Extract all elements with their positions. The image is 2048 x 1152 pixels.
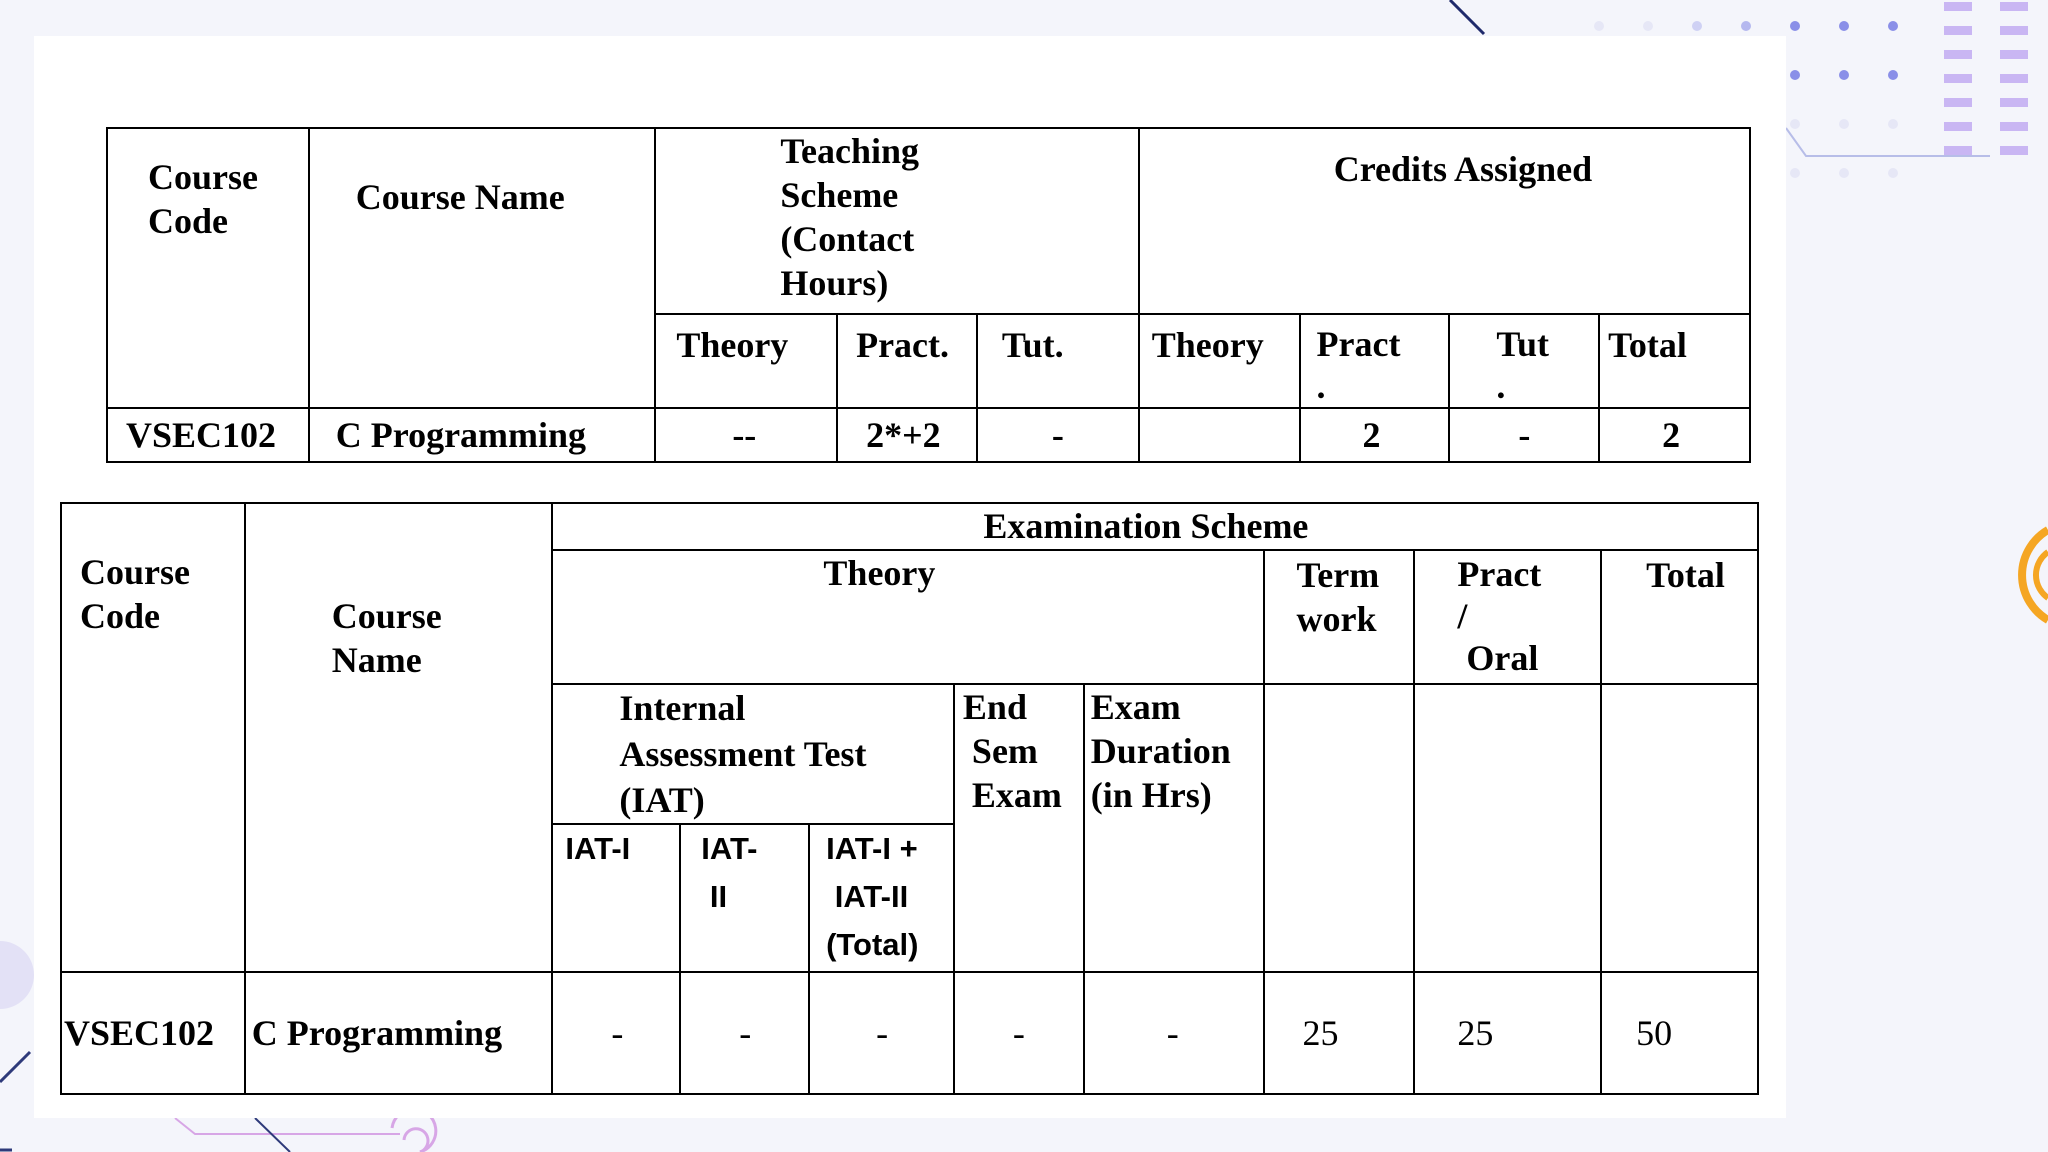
cell-ts-pract-text: 2*+2 [866, 415, 941, 455]
examination-scheme-table [60, 502, 1759, 1095]
cell-ts-tut-text: - [1051, 415, 1064, 455]
cell-exam-duration-text: - [1166, 1013, 1179, 1053]
cell-ca-theory [1139, 408, 1300, 462]
table-row [107, 408, 1750, 462]
cell-term-work [1264, 972, 1415, 1094]
cell-ca-pract [1300, 408, 1450, 462]
cell-ca-tut [1449, 408, 1599, 462]
cell-ts-tut [977, 408, 1139, 462]
header-course-code-text: Course Code [148, 157, 258, 241]
header-credits-assigned-text: Credits Assigned [1333, 149, 1593, 189]
cell-ca-tut-text: - [1518, 415, 1531, 455]
header-iat [552, 684, 954, 824]
header-theory-text: Theory [823, 553, 936, 593]
header-examination-scheme-text: Examination Scheme [983, 506, 1309, 546]
header-total [1601, 550, 1758, 684]
cell-code [61, 972, 245, 1094]
cell-iat-total-text: - [876, 1013, 889, 1053]
cell-name [309, 408, 656, 462]
header-ca-pract [1300, 314, 1450, 408]
header-teaching-scheme [655, 128, 1138, 314]
header-theory [552, 550, 1263, 684]
header-ca-theory [1139, 314, 1300, 408]
empty-cell [1601, 684, 1758, 972]
header-iat-2-text: IAT- II [701, 831, 758, 914]
header-ts-tut [977, 314, 1139, 408]
cell-name-text: C Programming [251, 1013, 503, 1053]
cell-total [1601, 972, 1758, 1094]
header-course-name-text: Course Name [355, 177, 565, 217]
cell-end-sem [954, 972, 1084, 1094]
cell-iat-1-text: - [611, 1013, 624, 1053]
header-examination-scheme [552, 503, 1758, 550]
cell-pract-oral-text: 25 [1457, 1013, 1494, 1053]
header-ts-tut-text: Tut. [1001, 325, 1064, 365]
empty-cell [1414, 684, 1601, 972]
cell-pract-oral [1414, 972, 1601, 1094]
cell-exam-duration [1084, 972, 1264, 1094]
cell-ca-total [1599, 408, 1750, 462]
cell-ts-pract [837, 408, 977, 462]
header-ts-theory [655, 314, 837, 408]
cell-ca-total-text: 2 [1662, 415, 1681, 455]
header-total-text: Total [1646, 555, 1725, 595]
header-ca-tut [1449, 314, 1599, 408]
cell-ca-pract-text: 2 [1362, 415, 1381, 455]
empty-cell [1264, 684, 1415, 972]
header-pract-oral-text: Pract / Oral [1457, 554, 1542, 678]
header-course-name [309, 128, 656, 408]
cell-code-text: VSEC102 [64, 1013, 215, 1053]
header-teaching-scheme-text: Teaching Scheme (Contact Hours) [780, 131, 920, 303]
header-iat-total [809, 824, 954, 972]
cell-iat-2 [680, 972, 809, 1094]
header-course-code [107, 128, 309, 408]
header-exam-duration-text: Exam Duration (in Hrs) [1090, 687, 1231, 815]
cell-code-text: VSEC102 [126, 415, 277, 455]
cell-name [245, 972, 553, 1094]
header-ts-pract [837, 314, 977, 408]
header-credits-assigned [1139, 128, 1750, 314]
header-ts-theory-text: Theory [676, 325, 789, 365]
header-ca-tut-text: Tut . [1496, 324, 1550, 406]
cell-ts-theory [655, 408, 837, 462]
header-ca-total-text: Total [1608, 325, 1687, 365]
header-term-work [1264, 550, 1415, 684]
header-course-code-text: Course Code [80, 552, 190, 636]
header-course-name [245, 503, 553, 972]
cell-name-text: C Programming [335, 415, 587, 455]
cell-ts-theory-text: -- [732, 415, 757, 455]
header-course-code [61, 503, 245, 972]
cell-iat-total [809, 972, 954, 1094]
cell-term-work-text: 25 [1302, 1013, 1339, 1053]
cell-total-text: 50 [1636, 1013, 1673, 1053]
header-term-work-text: Term work [1296, 555, 1380, 639]
header-end-sem-exam [954, 684, 1084, 972]
cell-end-sem-text: - [1012, 1013, 1025, 1053]
header-ts-pract-text: Pract. [856, 325, 950, 365]
teaching-credits-table [106, 127, 1751, 463]
header-ca-theory-text: Theory [1151, 325, 1264, 365]
header-iat-total-text: IAT-I + IAT-II (Total) [826, 831, 919, 962]
cell-code [107, 408, 309, 462]
header-course-name-text: Course Name [331, 596, 442, 680]
cell-iat-2-text: - [739, 1013, 752, 1053]
header-iat-2 [680, 824, 809, 972]
header-exam-duration [1084, 684, 1264, 972]
header-ca-total [1599, 314, 1750, 408]
header-end-sem-exam-text: End Sem Exam [962, 687, 1062, 815]
header-ca-pract-text: Pract . [1316, 324, 1401, 406]
cell-iat-1 [552, 972, 680, 1094]
header-iat-1-text: IAT-I [565, 831, 631, 866]
table-row [61, 972, 1758, 1094]
header-iat-text: Internal Assessment Test (IAT) [619, 688, 867, 820]
header-iat-1 [552, 824, 680, 972]
header-pract-oral [1414, 550, 1601, 684]
